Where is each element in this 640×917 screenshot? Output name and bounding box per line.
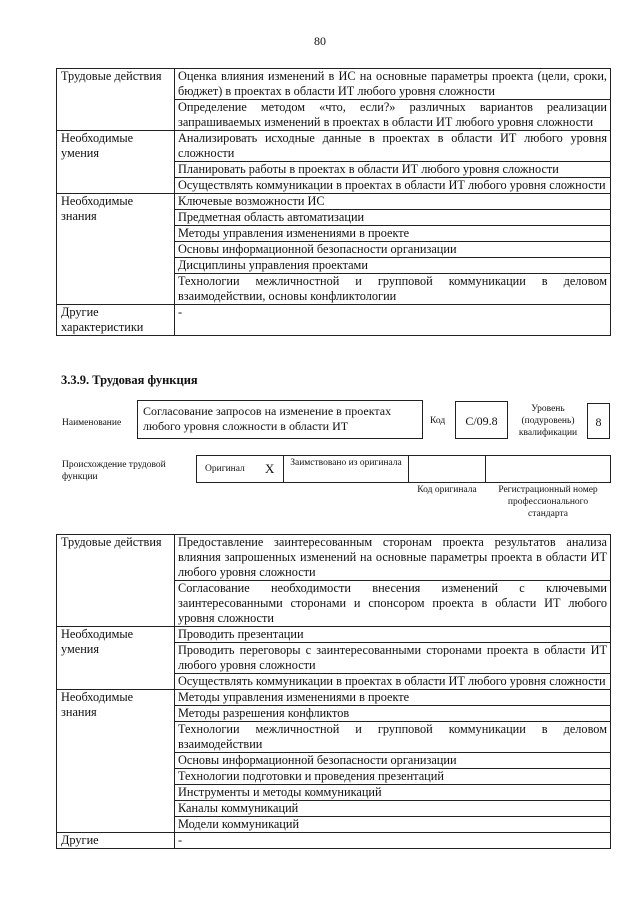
table-row <box>57 627 611 643</box>
code-value: С/09.8 <box>455 401 508 439</box>
requirement-item: Ключевые возможности ИС <box>175 194 611 210</box>
original-cell <box>196 455 284 483</box>
orig-code-cell <box>408 455 486 483</box>
table-row <box>57 305 611 336</box>
requirement-item: Методы управления изменениями в проекте <box>175 226 611 242</box>
requirement-item: Проводить презентации <box>175 627 611 643</box>
requirement-item: Планировать работы в проектах в области ИТ любого уровня сложности <box>175 162 611 178</box>
requirement-item: - <box>175 833 611 849</box>
requirement-item: Инструменты и методы коммуникаций <box>175 785 611 801</box>
reg-num-cell <box>485 455 611 483</box>
borrowed-label: Заимствовано из оригинала <box>290 458 402 468</box>
borrowed-cell <box>283 455 409 483</box>
row-group-label: Необходимые знания <box>57 690 175 833</box>
requirement-item: Технологии межличностной и групповой коммуникации в деловом взаимодействии, основы конфликтологии <box>175 274 611 305</box>
orig-code-label: Код оригинала <box>417 485 477 495</box>
origin-label: Происхождение трудовой функции <box>62 460 166 482</box>
requirement-item: Анализировать исходные данные в проектах в области ИТ любого уровня сложности <box>175 131 611 162</box>
table-row <box>57 535 611 581</box>
requirement-item: Предметная область автоматизации <box>175 210 611 226</box>
row-group-label: Необходимые знания <box>57 194 175 305</box>
table-row <box>57 194 611 210</box>
requirements-table-1 <box>56 68 611 336</box>
row-group-label: Трудовые действия <box>57 535 175 627</box>
code-label: Код <box>430 416 446 426</box>
row-group-label: Другие <box>57 833 175 849</box>
row-group-label: Необходимые умения <box>57 627 175 690</box>
requirement-item: Технологии межличностной и групповой коммуникации в деловом взаимодействии <box>175 722 611 753</box>
requirement-item: Оценка влияния изменений в ИС на основные параметры проекта (цели, сроки, бюджет) в проектах в области ИТ любого уровня сложности <box>175 69 611 100</box>
requirement-item: Модели коммуникаций <box>175 817 611 833</box>
original-mark: X <box>265 461 275 476</box>
row-group-label: Трудовые действия <box>57 69 175 131</box>
requirement-item: Осуществлять коммуникации в проектах в области ИТ любого уровня сложности <box>175 674 611 690</box>
requirement-item: Основы информационной безопасности организации <box>175 242 611 258</box>
level-value: 8 <box>587 403 610 439</box>
requirement-item: Осуществлять коммуникации в проектах в области ИТ любого уровня сложности <box>175 178 611 194</box>
requirement-item: Методы разрешения конфликтов <box>175 706 611 722</box>
page-number: 80 <box>314 34 326 48</box>
function-name-box <box>137 400 423 439</box>
table-row <box>57 690 611 706</box>
requirement-item: Дисциплины управления проектами <box>175 258 611 274</box>
requirement-item: Основы информационной безопасности организации <box>175 753 611 769</box>
original-label: Оригинал <box>205 464 245 474</box>
requirement-item: Проводить переговоры с заинтересованными сторонами проекта в области ИТ любого уровня сложности <box>175 643 611 674</box>
level-label: Уровень (подуровень) квалификации <box>518 404 578 438</box>
table-row <box>57 131 611 162</box>
requirement-item: Определение методом «что, если?» различных вариантов реализации запрашиваемых изменений в проектах в области ИТ любого уровня сложности <box>175 100 611 131</box>
row-group-label: Другие характеристики <box>57 305 175 336</box>
reg-num-label: Регистрационный номер профессионального стандарта <box>498 485 598 519</box>
requirement-item: Каналы коммуникаций <box>175 801 611 817</box>
requirement-item: Предоставление заинтересованным сторонам проекта результатов анализа влияния запрошенных изменений на основные параметры проекта в области ИТ любого уровня сложности <box>175 535 611 581</box>
requirement-item: - <box>175 305 611 336</box>
function-name: Согласование запросов на изменение в проектах любого уровня сложности в области ИТ <box>143 404 392 433</box>
section-title: 3.3.9. Трудовая функция <box>61 373 198 387</box>
table-row <box>57 69 611 100</box>
requirement-item: Методы управления изменениями в проекте <box>175 690 611 706</box>
requirement-item: Согласование необходимости внесения изменений с ключевыми заинтересованными сторонами и спонсором проекта в области ИТ любого уровня сложности <box>175 581 611 627</box>
requirements-table-2 <box>56 534 611 849</box>
requirement-item: Технологии подготовки и проведения презентаций <box>175 769 611 785</box>
row-group-label: Необходимые умения <box>57 131 175 194</box>
table-row <box>57 833 611 849</box>
name-label: Наименование <box>62 418 122 428</box>
